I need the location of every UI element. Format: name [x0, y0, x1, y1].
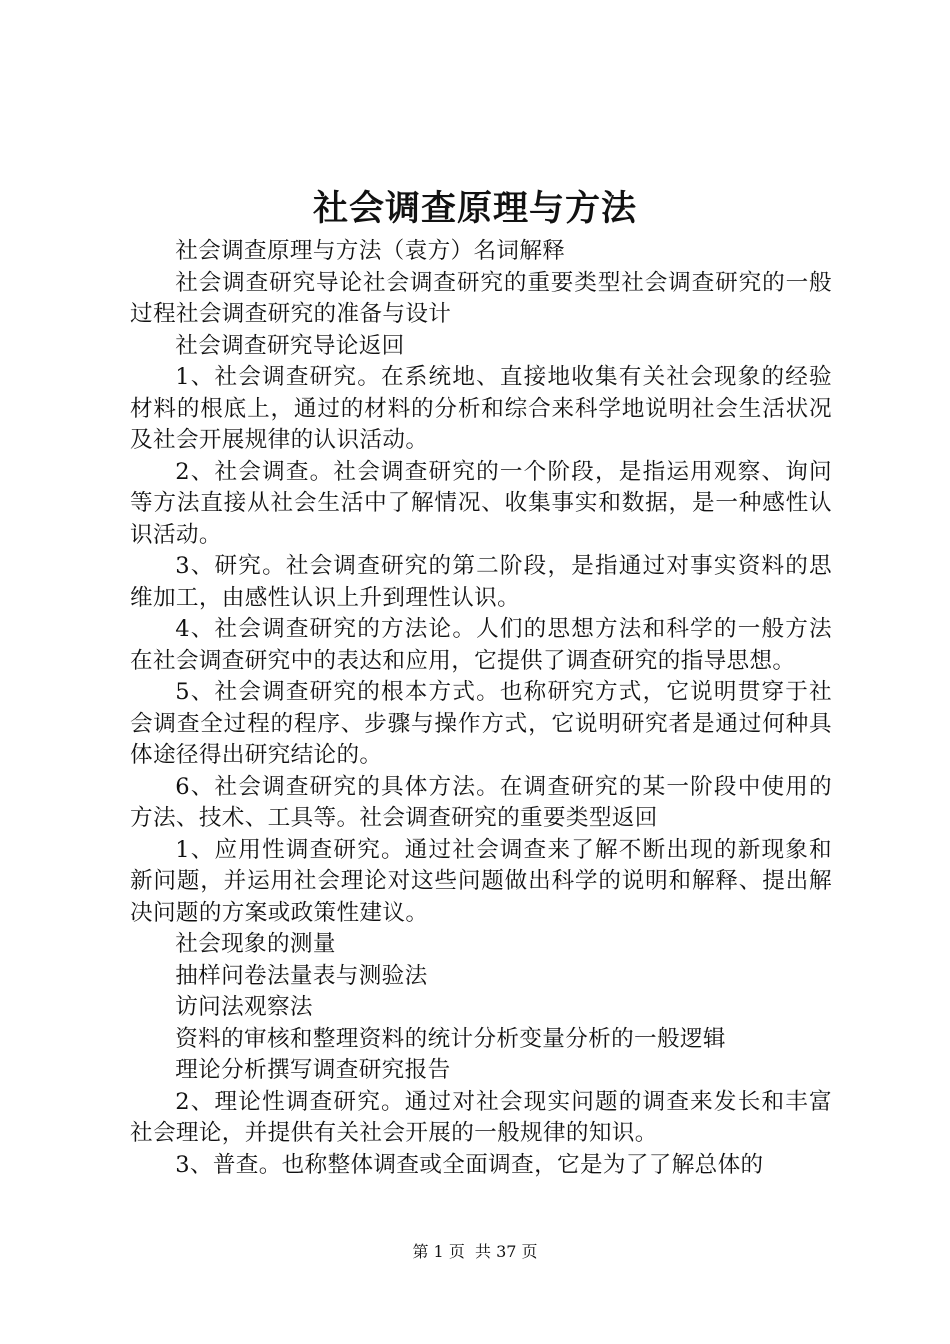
- paragraph: 社会调查研究导论社会调查研究的重要类型社会调查研究的一般过程社会调查研究的准备与设计: [130, 269, 832, 327]
- paragraph: 社会调查原理与方法（袁方）名词解释: [175, 238, 566, 264]
- paragraph: 访问法观察法: [175, 994, 313, 1020]
- paragraph: 抽样问卷法量表与测验法: [175, 962, 428, 989]
- document-title: 社会调查原理与方法: [312, 188, 637, 229]
- page-footer: [0, 1240, 950, 1264]
- paragraph: 5、社会调查研究的根本方式。也称研究方式，它说明贯穿于社会调查全过程的程序、步骤与操作方式，它说明研究者是通过何种具体途径得出研究结论的。: [130, 679, 832, 768]
- paragraph: 社会调查研究导论返回: [175, 332, 405, 359]
- paragraph: 6、社会调查研究的具体方法。在调查研究的某一阶段中使用的方法、技术、工具等。社会调查研究的重要类型返回: [130, 773, 832, 831]
- document-body: [130, 236, 832, 1181]
- paragraph: 资料的审核和整理资料的统计分析变量分析的一般逻辑: [175, 1025, 726, 1052]
- paragraph: 3、研究。社会调查研究的第二阶段，是指通过对事实资料的思维加工，由感性认识上升到理性认识。: [130, 553, 832, 611]
- page-number: 第 1 页 共 37 页: [412, 1242, 538, 1261]
- paragraph: 2、社会调查。社会调查研究的一个阶段，是指运用观察、询问等方法直接从社会生活中了解情况、收集事实和数据，是一种感性认识活动。: [130, 458, 832, 548]
- paragraph: 4、社会调查研究的方法论。人们的思想方法和科学的一般方法在社会调查研究中的表达和应用，它提供了调查研究的指导思想。: [130, 616, 832, 674]
- paragraph: 3、普查。也称整体调查或全面调查，它是为了了解总体的: [175, 1151, 764, 1178]
- paragraph: 1、社会调查研究。在系统地、直接地收集有关社会现象的经验材料的根底上，通过的材料的分析和综合来科学地说明社会生活状况及社会开展规律的认识活动。: [130, 364, 832, 453]
- paragraph: 2、理论性调查研究。通过对社会现实问题的调查来发长和丰富社会理论，并提供有关社会开展的一般规律的知识。: [130, 1088, 832, 1146]
- paragraph: 理论分析撰写调查研究报告: [175, 1057, 451, 1083]
- paragraph: 1、应用性调查研究。通过社会调查来了解不断出现的新现象和新问题，并运用社会理论对这些问题做出科学的说明和解释、提出解决问题的方案或政策性建议。: [130, 836, 832, 926]
- paragraph: 社会现象的测量: [175, 931, 336, 957]
